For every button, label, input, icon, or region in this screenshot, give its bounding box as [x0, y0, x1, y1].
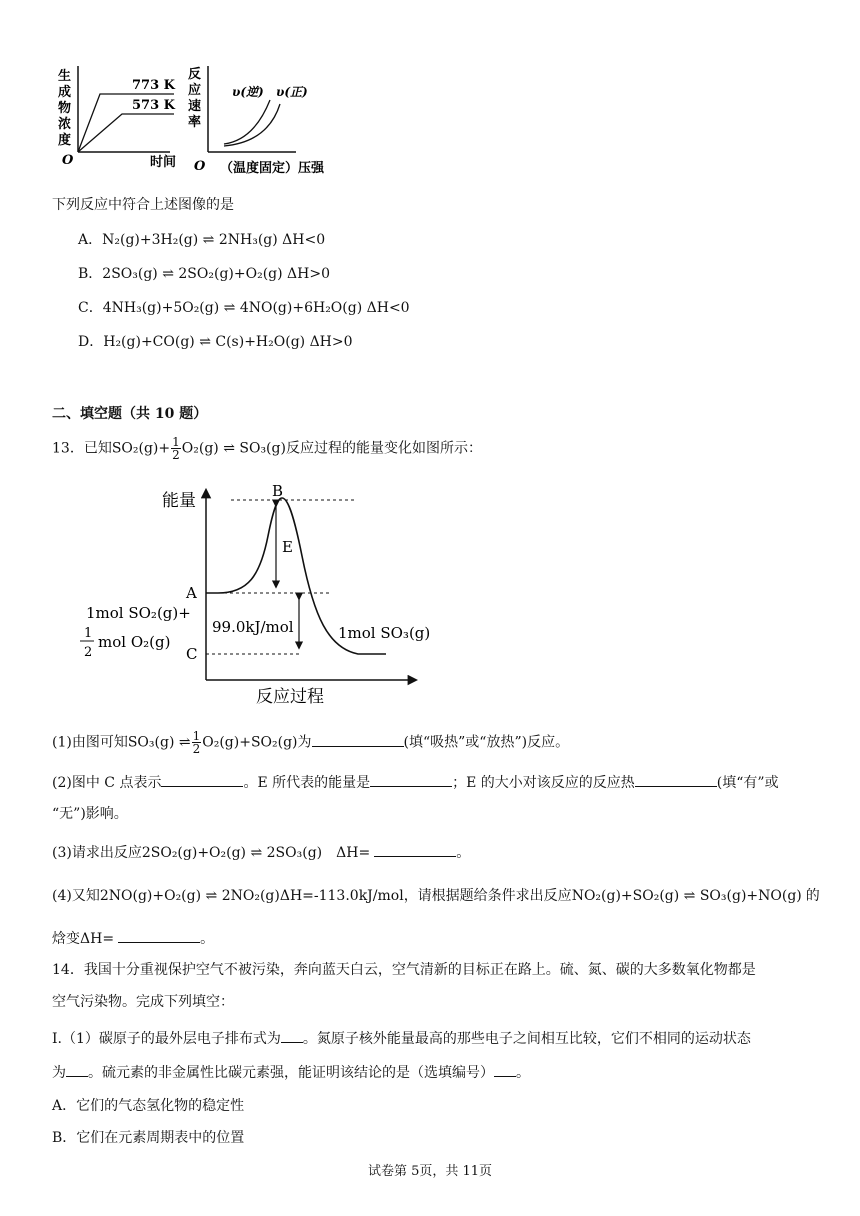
- fig2-label-reverse: υ(逆): [232, 85, 264, 99]
- option-letter: D．: [78, 334, 104, 350]
- text: 为: [297, 734, 312, 751]
- equation: O₂(g) ⇌ SO₃(g): [181, 440, 286, 457]
- text: (4)又知: [52, 888, 100, 904]
- q13-part4: [52, 886, 820, 906]
- point-c-label: C: [186, 645, 198, 663]
- text: I.（1）碳原子的最外层电子排布式为: [52, 1031, 281, 1047]
- q13-part1: [52, 730, 569, 755]
- option-letter: A．: [78, 232, 103, 248]
- text: (2)图中 C 点表示: [52, 775, 162, 791]
- fig2-curve-forward: [224, 104, 280, 146]
- answer-blank[interactable]: [66, 1062, 88, 1077]
- reactant-label: 1mol SO₂(g)+: [86, 604, 191, 622]
- q14-option-a[interactable]: A．它们的气态氢化物的稳定性: [52, 1098, 245, 1114]
- enthalpy-label: 99.0kJ/mol: [212, 618, 294, 636]
- equation: O₂(g)+SO₂(g): [202, 734, 298, 751]
- question-number: 13．: [52, 440, 84, 457]
- text: 。E 所代表的能量是: [243, 775, 371, 791]
- q12-option-c[interactable]: [78, 298, 410, 318]
- q13-part2-cont: “无”)影响。: [52, 806, 128, 822]
- fraction: [192, 730, 202, 755]
- frac-num: 1: [192, 729, 201, 743]
- equation: SO₂(g)+: [111, 440, 171, 457]
- option-equation: 2SO₃(g) ⇌ 2SO₂(g)+O₂(g) ΔH>0: [102, 266, 330, 282]
- text: 已知: [83, 440, 112, 457]
- point-a-label: A: [186, 584, 197, 602]
- q12-stem: 下列反应中符合上述图像的是: [52, 197, 234, 213]
- fig1-ylabel-char: 成: [58, 85, 72, 100]
- text: 。: [456, 845, 471, 861]
- option-equation: 4NH₃(g)+5O₂(g) ⇌ 4NO(g)+6H₂O(g) ΔH<0: [102, 300, 410, 316]
- fig1-label-573k: 573 K: [132, 98, 175, 113]
- fig1-label-773k: 773 K: [132, 78, 175, 93]
- q14-line2: 空气污染物。完成下列填空：: [52, 994, 234, 1010]
- concentration-time-graph: [50, 60, 190, 180]
- fig2-ylabel-char: 反: [188, 67, 202, 82]
- activation-energy-label: E: [282, 538, 293, 556]
- fig2-ylabel-char: 率: [188, 115, 202, 130]
- reactant-frac-den: 2: [84, 645, 93, 660]
- option-equation: N₂(g)+3H₂(g) ⇌ 2NH₃(g) ΔH<0: [102, 232, 326, 248]
- energy-x-label: 反应过程: [256, 687, 324, 707]
- q13-part3: [52, 842, 470, 863]
- answer-blank[interactable]: [374, 842, 456, 857]
- reactant-label-2: mol O₂(g): [98, 633, 171, 651]
- fig1-origin: O: [62, 153, 74, 168]
- fig1-curve-573k: [78, 114, 174, 152]
- q12-option-b[interactable]: [78, 264, 330, 284]
- q13-part2: [52, 772, 779, 793]
- text: 。硫元素的非金属性比碳元素强，能证明该结论的是（选填编号）: [88, 1065, 494, 1081]
- answer-blank[interactable]: [635, 772, 717, 787]
- frac-den: 2: [192, 742, 201, 756]
- text: (3)请求出反应: [52, 845, 142, 861]
- fig2-ylabel-char: 速: [188, 99, 202, 114]
- energy-diagram: [76, 476, 446, 712]
- q14-line3: [52, 1028, 751, 1049]
- q14-option-b[interactable]: B．它们在元素周期表中的位置: [52, 1130, 245, 1146]
- q13-part4-cont: [52, 928, 214, 949]
- q14-line1: 14．我国十分重视保护空气不被污染，奔向蓝天白云，空气清新的目标正在路上。硫、氮、碳的大多数氧化物都是: [52, 962, 756, 978]
- option-equation: H₂(g)+CO(g) ⇌ C(s)+H₂O(g) ΔH>0: [103, 334, 353, 350]
- section-title: 二、填空题（共 10 题）: [52, 406, 208, 422]
- fig1-ylabel-char: 物: [58, 101, 72, 116]
- text: 为: [52, 1065, 66, 1081]
- equation: 2SO₂(g)+O₂(g) ⇌ 2SO₃(g) ΔH=: [141, 845, 371, 861]
- fig1-x-label: 时间: [150, 155, 177, 170]
- text: 。: [200, 931, 215, 947]
- page-footer: 试卷第 5页，共 11页: [367, 1164, 493, 1179]
- text: (填“吸热”或“放热”)反应。: [403, 734, 570, 751]
- fig2-label-forward: υ(正): [276, 85, 308, 99]
- fig2-origin: O: [194, 159, 206, 174]
- answer-blank[interactable]: [494, 1062, 516, 1077]
- equation: 2NO(g)+O₂(g) ⇌ 2NO₂(g)ΔH=-113.0kJ/mol: [99, 888, 404, 904]
- text: 的: [805, 888, 820, 904]
- text: 反应过程的能量变化如图所示：: [285, 440, 482, 457]
- answer-blank[interactable]: [312, 732, 404, 747]
- point-b-label: B: [272, 482, 284, 500]
- fig1-ylabel-char: 度: [58, 133, 72, 148]
- text: (1)由图可知: [52, 734, 128, 751]
- option-letter: C．: [78, 300, 103, 316]
- q12-option-a[interactable]: [78, 230, 325, 250]
- text: (填“有”或: [716, 775, 779, 791]
- text: 焓变ΔH=: [52, 931, 115, 947]
- fig1-ylabel-char: 生: [58, 69, 72, 84]
- text: ，请根据题给条件求出反应: [403, 888, 572, 904]
- answer-blank[interactable]: [161, 772, 243, 787]
- fig2-x-label: （温度固定）压强: [220, 161, 325, 176]
- answer-blank[interactable]: [118, 928, 200, 943]
- equation: NO₂(g)+SO₂(g) ⇌ SO₃(g)+NO(g): [571, 888, 802, 904]
- energy-y-label: 能量: [162, 491, 196, 511]
- fig1-ylabel-char: 浓: [58, 117, 72, 132]
- equation: SO₃(g) ⇌: [127, 734, 191, 751]
- text: 。: [516, 1065, 530, 1081]
- text: 。氮原子核外能量最高的那些电子之间相互比较，它们不相同的运动状态: [302, 1031, 751, 1047]
- fig2-ylabel-char: 应: [188, 83, 202, 98]
- q12-option-d[interactable]: [78, 332, 353, 352]
- answer-blank[interactable]: [370, 772, 452, 787]
- text: ；E 的大小对该反应的反应热: [452, 775, 635, 791]
- fraction: [171, 436, 181, 461]
- fig2-curve-reverse: [224, 100, 270, 144]
- answer-blank[interactable]: [281, 1028, 303, 1043]
- option-letter: B．: [78, 266, 103, 282]
- q13-intro: [52, 436, 482, 461]
- rate-pressure-graph: [184, 60, 354, 180]
- product-label: 1mol SO₃(g): [338, 624, 431, 642]
- reactant-frac-num: 1: [84, 626, 93, 641]
- frac-num: 1: [172, 435, 180, 449]
- q14-line4: [52, 1062, 530, 1083]
- frac-den: 2: [172, 448, 180, 462]
